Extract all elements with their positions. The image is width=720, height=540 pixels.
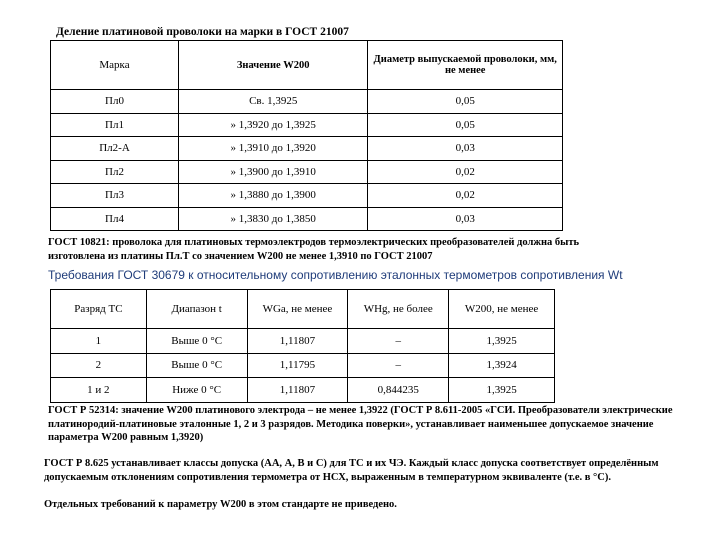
wire-grades-table — [50, 40, 563, 231]
table-cell: 1,11795 — [247, 353, 348, 378]
table-cell: 0,05 — [368, 90, 563, 114]
table-row — [51, 378, 555, 403]
table-cell: 1,11807 — [247, 378, 348, 403]
table-cell: 2 — [51, 353, 147, 378]
table-cell: 1,3924 — [449, 353, 555, 378]
column-header: W200, не менее — [449, 290, 555, 329]
table-cell: – — [348, 329, 449, 354]
column-header: WHg, не более — [348, 290, 449, 329]
table-cell: 1,3925 — [449, 378, 555, 403]
page-title: Деление платиновой проволоки на марки в ГОСТ 21007 — [56, 26, 349, 38]
table-cell: Пл4 — [51, 207, 179, 231]
table-cell: » 1,3880 до 1,3900 — [179, 184, 368, 208]
table-cell: » 1,3830 до 1,3850 — [179, 207, 368, 231]
table-cell: 0,05 — [368, 113, 563, 137]
table-cell: Пл2-А — [51, 137, 179, 161]
column-header: Диаметр выпускаемой проволоки, мм, не менее — [368, 41, 563, 90]
table-header-row — [51, 290, 555, 329]
table-cell: 1 — [51, 329, 147, 354]
table-cell: Пл3 — [51, 184, 179, 208]
table-row — [51, 353, 555, 378]
column-header: WGa, не менее — [247, 290, 348, 329]
table-cell: Ниже 0 °С — [146, 378, 247, 403]
column-header: Значение W200 — [179, 41, 368, 90]
table-cell: Пл2 — [51, 160, 179, 184]
gost-10821-paragraph: ГОСТ 10821: проволока для платиновых термоэлектродов термоэлектрических преобразователей должна быть изготовлена из платины Пл.Т со значением W200 не менее 1,3910 по ГОСТ 21007 — [48, 237, 580, 262]
table-row — [51, 113, 563, 137]
table-cell: Пл1 — [51, 113, 179, 137]
table-cell: 0,02 — [368, 184, 563, 208]
table-row — [51, 137, 563, 161]
table-cell: 1 и 2 — [51, 378, 147, 403]
section-heading: Требования ГОСТ 30679 к относительному сопротивлению эталонных термометров сопротивления Wt — [48, 268, 623, 282]
table-cell: 0,03 — [368, 137, 563, 161]
table-cell: Выше 0 °С — [146, 353, 247, 378]
table-row — [51, 90, 563, 114]
table-cell: 0,844235 — [348, 378, 449, 403]
column-header: Разряд ТС — [51, 290, 147, 329]
table-cell: » 1,3920 до 1,3925 — [179, 113, 368, 137]
table-row — [51, 207, 563, 231]
reference-thermometer-table — [50, 289, 555, 403]
table-row — [51, 160, 563, 184]
table-cell: – — [348, 353, 449, 378]
column-header: Марка — [51, 41, 179, 90]
gost-8625-paragraph: ГОСТ Р 8.625 устанавливает классы допуска (АА, А, В и С) для ТС и их ЧЭ. Каждый класс допуска соответствует определённым допускаемым отклонениям сопротивления термометра от НСХ, выраженным в температурном эквиваленте (т.е. в °С). — [44, 458, 659, 483]
table-cell: Пл0 — [51, 90, 179, 114]
gost-52314-paragraph: ГОСТ Р 52314: значение W200 платинового электрода – не менее 1,3922 (ГОСТ Р 8.611-2005 «ГСИ. Преобразователи электрические платинородий-платиновые эталонные 1, 2 и 3 разрядов. Методика поверки», устанавливает наименьшее допускаемое значение параметра W200 равным 1,3920) — [48, 405, 673, 443]
table-header-row — [51, 41, 563, 90]
table-cell: Св. 1,3925 — [179, 90, 368, 114]
table-cell: 1,11807 — [247, 329, 348, 354]
table-row — [51, 184, 563, 208]
table-cell: 1,3925 — [449, 329, 555, 354]
table-row — [51, 329, 555, 354]
gost-8625-note: Отдельных требований к параметру W200 в этом стандарте не приведено. — [44, 499, 397, 510]
table-cell: 0,02 — [368, 160, 563, 184]
column-header: Диапазон t — [146, 290, 247, 329]
table-cell: » 1,3900 до 1,3910 — [179, 160, 368, 184]
table-cell: 0,03 — [368, 207, 563, 231]
table-cell: » 1,3910 до 1,3920 — [179, 137, 368, 161]
table-cell: Выше 0 °С — [146, 329, 247, 354]
